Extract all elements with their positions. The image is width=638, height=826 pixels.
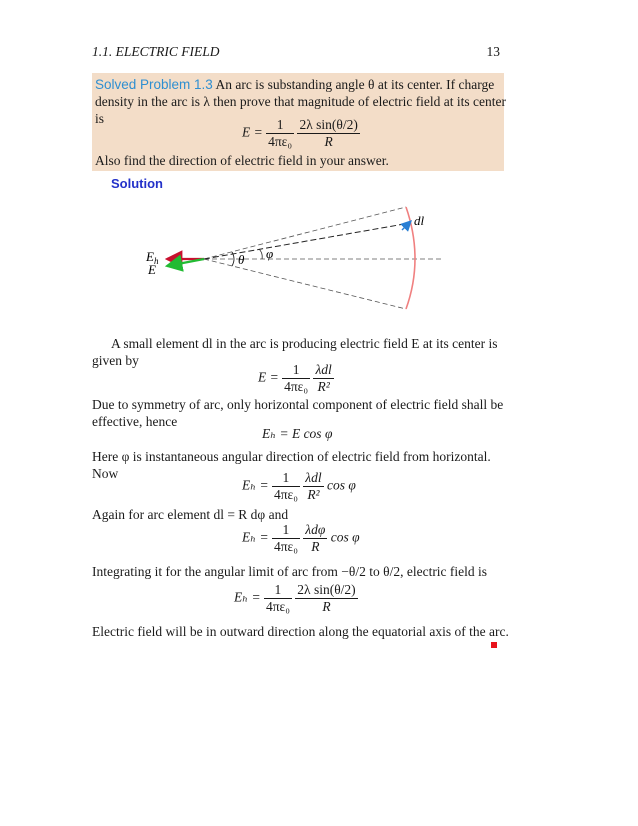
problem-line-2: density in the arc is λ then prove that magnitude of electric field at its center xyxy=(95,94,507,109)
paragraph-5: Integrating it for the angular limit of arc from −θ/2 to θ/2, electric field is xyxy=(92,564,488,579)
running-header xyxy=(92,44,500,60)
problem-line-3: is xyxy=(95,111,105,126)
paragraph-1-line-2: given by xyxy=(92,353,139,368)
eq-lhs: E = xyxy=(258,369,279,385)
denominator: 4πε₀ xyxy=(265,599,290,614)
denominator: R² xyxy=(317,379,330,394)
denominator: R xyxy=(322,599,331,614)
dl-arrow xyxy=(402,221,411,230)
equation-1 xyxy=(258,362,334,395)
qed-square-icon xyxy=(491,642,497,648)
numerator: 1 xyxy=(282,362,310,379)
eq-lhs: E = xyxy=(242,124,263,140)
phi-label: φ xyxy=(266,246,274,261)
problem-line-4: Also find the direction of electric field in your answer. xyxy=(95,153,389,168)
equation-3 xyxy=(242,470,356,503)
problem-tag: Solved Problem 1.3 xyxy=(95,77,213,92)
upper-boundary-line xyxy=(204,207,406,259)
eq-tail: cos φ xyxy=(330,529,360,545)
problem-text-1: An arc is substanding angle θ at its center. If charge xyxy=(212,77,495,92)
denominator: R xyxy=(324,134,333,149)
fraction xyxy=(264,582,292,615)
paragraph-6: Electric field will be in outward direction along the equatorial axis of the arc. xyxy=(92,624,509,639)
fraction xyxy=(297,117,359,150)
fraction xyxy=(266,117,294,150)
equation-2: Eₕ = E cos φ xyxy=(262,426,333,441)
theta-label: θ xyxy=(238,252,245,267)
equation-5 xyxy=(234,582,358,615)
numerator: 2λ sin(θ/2) xyxy=(297,582,356,597)
dl-label: dl xyxy=(414,213,425,228)
fraction xyxy=(303,470,323,503)
eh-label: $E_h$ xyxy=(146,249,159,266)
numerator: 1 xyxy=(266,117,294,134)
arc-figure xyxy=(0,195,638,315)
element-line xyxy=(204,223,410,259)
equation-4 xyxy=(242,522,360,555)
paragraph-4: Again for arc element dl = R dφ and xyxy=(92,507,289,522)
numerator: 1 xyxy=(264,582,292,599)
paragraph-3-line-2: Now xyxy=(92,466,119,481)
problem-equation xyxy=(242,117,360,150)
section-title: 1.1. ELECTRIC FIELD xyxy=(92,44,220,59)
fraction xyxy=(295,582,357,615)
e-label: E xyxy=(148,262,156,277)
fraction xyxy=(303,522,327,555)
numerator: λdl xyxy=(315,362,332,377)
fraction xyxy=(272,470,300,503)
numerator: λdφ xyxy=(305,522,326,537)
problem-line-1 xyxy=(95,76,494,93)
numerator: 2λ sin(θ/2) xyxy=(299,117,358,132)
paragraph-2-line-1: Due to symmetry of arc, only horizontal component of electric field shall be xyxy=(92,397,504,412)
paragraph-1-line-1: A small element dl in the arc is producing electric field E at its center is xyxy=(111,336,498,351)
fraction xyxy=(313,362,333,395)
fraction xyxy=(272,522,300,555)
eq-lhs: Eₕ = xyxy=(234,589,261,605)
denominator: 4πε₀ xyxy=(284,379,309,394)
eq-lhs: Eₕ = xyxy=(242,529,269,545)
denominator: 4πε₀ xyxy=(273,539,298,554)
paragraph-3-line-1: Here φ is instantaneous angular direction of electric field from horizontal. xyxy=(92,449,491,464)
page-number: 13 xyxy=(486,44,500,59)
phi-angle-mark xyxy=(259,249,262,259)
denominator: 4πε₀ xyxy=(273,487,298,502)
eq-lhs: Eₕ = xyxy=(242,477,269,493)
paragraph-2-line-2: effective, hence xyxy=(92,414,178,429)
numerator: λdl xyxy=(305,470,322,485)
eq-tail: cos φ xyxy=(327,477,356,493)
denominator: R² xyxy=(307,487,320,502)
denominator: R xyxy=(311,539,320,554)
numerator: 1 xyxy=(272,522,300,539)
solution-heading: Solution xyxy=(111,176,163,191)
fraction xyxy=(282,362,310,395)
numerator: 1 xyxy=(272,470,300,487)
denominator: 4πε₀ xyxy=(268,134,293,149)
lower-boundary-line xyxy=(204,259,406,309)
